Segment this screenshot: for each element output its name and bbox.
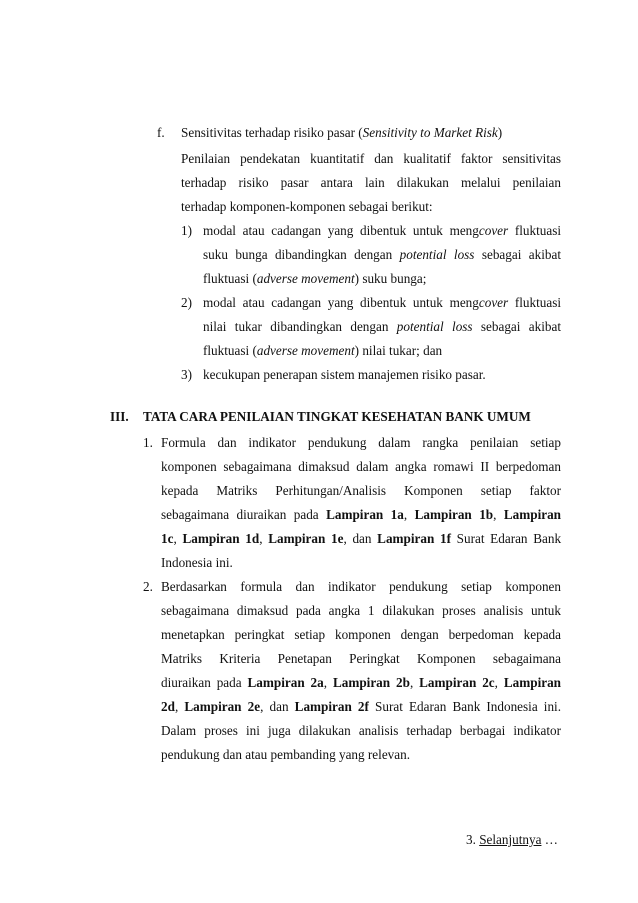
section-f-para-line: Penilaian pendekatan kuantitatif dan kualitatif faktor sensitivitas bbox=[181, 151, 561, 166]
list-item-line: fluktuasi (adverse movement) nilai tukar; dan bbox=[203, 343, 443, 358]
next-page-link[interactable]: Selanjutnya bbox=[479, 832, 542, 847]
paragraph-line: menetapkan peringkat setiap komponen dengan berpedoman kepada bbox=[161, 627, 561, 642]
paragraph-line: diuraikan pada Lampiran 2a, Lampiran 2b, Lampiran 2c, Lampiran bbox=[161, 675, 562, 690]
section-iii-marker: III. bbox=[110, 409, 129, 424]
list-item-line: fluktuasi (adverse movement) suku bunga; bbox=[203, 271, 427, 286]
list-item-line: modal atau cadangan yang dibentuk untuk mengcover fluktuasi bbox=[203, 295, 561, 310]
paragraph-line: Formula dan indikator pendukung dalam rangka penilaian setiap bbox=[161, 435, 561, 450]
section-f-para-line: terhadap komponen-komponen sebagai berikut: bbox=[181, 199, 433, 214]
paragraph-line: sebagaimana dimaksud pada angka 1 dilakukan proses analisis untuk bbox=[161, 603, 561, 618]
item-marker-f: f. bbox=[157, 125, 165, 140]
paragraph-line: Matriks Kriteria Penetapan Peringkat Komponen sebagaimana bbox=[161, 651, 561, 666]
paragraph-marker: 1. bbox=[143, 435, 153, 450]
section-f-title: Sensitivitas terhadap risiko pasar (Sensitivity to Market Risk) bbox=[181, 125, 503, 140]
paragraph-line: 1c, Lampiran 1d, Lampiran 1e, dan Lampiran 1f Surat Edaran Bank bbox=[161, 531, 562, 546]
list-item-line: kecukupan penerapan sistem manajemen risiko pasar. bbox=[203, 367, 486, 382]
section-iii-title: TATA CARA PENILAIAN TINGKAT KESEHATAN BANK UMUM bbox=[143, 409, 531, 424]
continuation-note: 3. Selanjutnya … bbox=[466, 832, 558, 847]
paragraph-line: 2d, Lampiran 2e, dan Lampiran 2f Surat Edaran Bank Indonesia ini. bbox=[161, 699, 562, 714]
paragraph-line: kepada Matriks Perhitungan/Analisis Komponen setiap faktor bbox=[161, 483, 561, 498]
paragraph-line: Berdasarkan formula dan indikator pendukung setiap komponen bbox=[161, 579, 561, 594]
list-item-line: nilai tukar dibandingkan dengan potential loss sebagai akibat bbox=[203, 319, 562, 334]
section-f-para-line: terhadap risiko pasar antara lain dilakukan melalui penilaian bbox=[181, 175, 561, 190]
paragraph-line: pendukung dan atau pembanding yang relevan. bbox=[161, 747, 411, 762]
paragraph-line: komponen sebagaimana dimaksud dalam angka romawi II berpedoman bbox=[161, 459, 561, 474]
paragraph-line: Dalam proses ini juga dilakukan analisis terhadap berbagai indikator bbox=[161, 723, 561, 738]
list-marker: 1) bbox=[181, 223, 192, 238]
paragraph-marker: 2. bbox=[143, 579, 153, 594]
list-marker: 2) bbox=[181, 295, 192, 310]
list-item-line: modal atau cadangan yang dibentuk untuk mengcover fluktuasi bbox=[203, 223, 561, 238]
list-item-line: suku bunga dibandingkan dengan potential loss sebagai akibat bbox=[203, 247, 562, 262]
list-marker: 3) bbox=[181, 367, 192, 382]
paragraph-line: Indonesia ini. bbox=[161, 555, 233, 570]
paragraph-line: sebagaimana diuraikan pada Lampiran 1a, Lampiran 1b, Lampiran bbox=[161, 507, 562, 522]
